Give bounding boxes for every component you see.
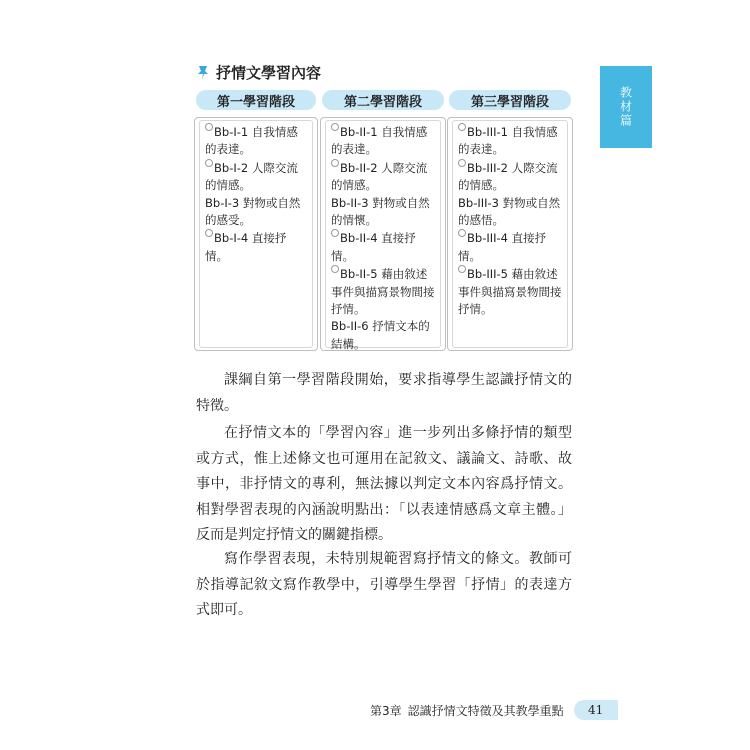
- learning-content-item: [458, 123, 562, 159]
- learning-content-text: Bb-III-4 直接抒情。: [458, 231, 547, 263]
- stage-header-2: [322, 90, 444, 110]
- learning-content-item: [205, 123, 307, 159]
- body-paragraph-3: 寫作學習表現，未特別規範習寫抒情文的條文。教師可於指導記敘文寫作教學中，引導學生學習「抒情」的表達方式即可。: [196, 551, 572, 618]
- learning-content-item: [331, 229, 435, 265]
- circle-bullet-icon: [205, 123, 213, 131]
- learning-content-text: Bb-III-1 自我情感的表達。: [458, 125, 558, 157]
- pushpin-icon: [196, 65, 210, 81]
- circle-bullet-icon: [458, 265, 466, 273]
- body-paragraph-1: 課綱自第一學習階段開始，要求指導學生認識抒情文的特徵。: [196, 372, 572, 414]
- learning-content-text: Bb-I-1 自我情感的表達。: [205, 125, 298, 157]
- circle-bullet-icon: [458, 229, 466, 237]
- stage-header-label: 第三學習階段: [470, 94, 549, 110]
- learning-content-text: Bb-II-3 對物或自然的情懷。: [331, 195, 430, 228]
- stage-column-2: [320, 117, 446, 351]
- footer-chapter-title: 認識抒情文特徵及其教學重點: [407, 703, 564, 718]
- stage-column-1: [194, 117, 318, 351]
- stage-header-1: [196, 90, 316, 110]
- learning-content-item: [331, 265, 435, 318]
- stage-column-content: [452, 120, 568, 348]
- learning-content-text: Bb-I-2 人際交流的情感。: [205, 160, 298, 193]
- learning-content-text: Bb-II-4 直接抒情。: [331, 231, 416, 263]
- learning-content-text: Bb-III-5 藉由敘述事件與描寫景物間接抒情。: [458, 267, 562, 317]
- circle-bullet-icon: [205, 229, 213, 237]
- learning-content-item: [205, 229, 307, 265]
- learning-content-item: [331, 318, 435, 353]
- learning-content-text: Bb-II-1 自我情感的表達。: [331, 125, 428, 157]
- learning-content-text: Bb-III-2 人際交流的情感。: [458, 160, 558, 193]
- learning-content-item: [205, 195, 307, 230]
- stage-header-label: 第一學習階段: [216, 94, 295, 110]
- stage-column-content: [325, 120, 441, 351]
- footer-chapter: 第3章: [370, 703, 402, 718]
- side-tab: [600, 66, 652, 148]
- learning-content-text: Bb-II-6 抒情文本的結構。: [331, 319, 430, 351]
- learning-content-item: [331, 159, 435, 195]
- learning-content-item: [458, 229, 562, 265]
- learning-content-text: Bb-II-2 人際交流的情感。: [331, 160, 428, 193]
- learning-content-text: Bb-I-4 直接抒情。: [205, 231, 287, 263]
- circle-bullet-icon: [331, 123, 339, 131]
- learning-content-item: [331, 195, 435, 230]
- circle-bullet-icon: [331, 265, 339, 273]
- side-tab-label: 教材篇: [618, 86, 633, 128]
- learning-content-item: [331, 123, 435, 159]
- stage-header-3: [449, 90, 571, 110]
- learning-content-item: [205, 159, 307, 195]
- learning-content-text: Bb-II-5 藉由敘述事件與描寫景物間接抒情。: [331, 267, 435, 317]
- circle-bullet-icon: [205, 159, 213, 167]
- section-title-text: 抒情文學習內容: [216, 64, 322, 82]
- circle-bullet-icon: [458, 159, 466, 167]
- learning-content-item: [458, 159, 562, 195]
- circle-bullet-icon: [331, 159, 339, 167]
- learning-content-item: [458, 195, 562, 230]
- learning-content-text: Bb-I-3 對物或自然的感受。: [205, 195, 301, 228]
- page-number: 41: [574, 700, 618, 720]
- stage-column-3: [447, 117, 573, 351]
- circle-bullet-icon: [458, 123, 466, 131]
- learning-content-item: [458, 265, 562, 318]
- stage-header-label: 第二學習階段: [343, 94, 422, 110]
- circle-bullet-icon: [331, 229, 339, 237]
- stage-column-content: [199, 120, 313, 348]
- page-footer: [370, 700, 618, 720]
- learning-content-text: Bb-III-3 對物或自然的感悟。: [458, 195, 561, 228]
- body-paragraph-2: 在抒情文本的「學習內容」進一步列出多條抒情的類型或方式，惟上述條文也可運用在記敘文、議論文、詩歌、故事中，非抒情文的專利，無法據以判定文本內容爲抒情文。相對學習表現的內涵說明點出：「以表達情感爲文章主體。」反而是判定抒情文的關鍵指標。: [196, 425, 572, 543]
- section-title: [196, 62, 321, 83]
